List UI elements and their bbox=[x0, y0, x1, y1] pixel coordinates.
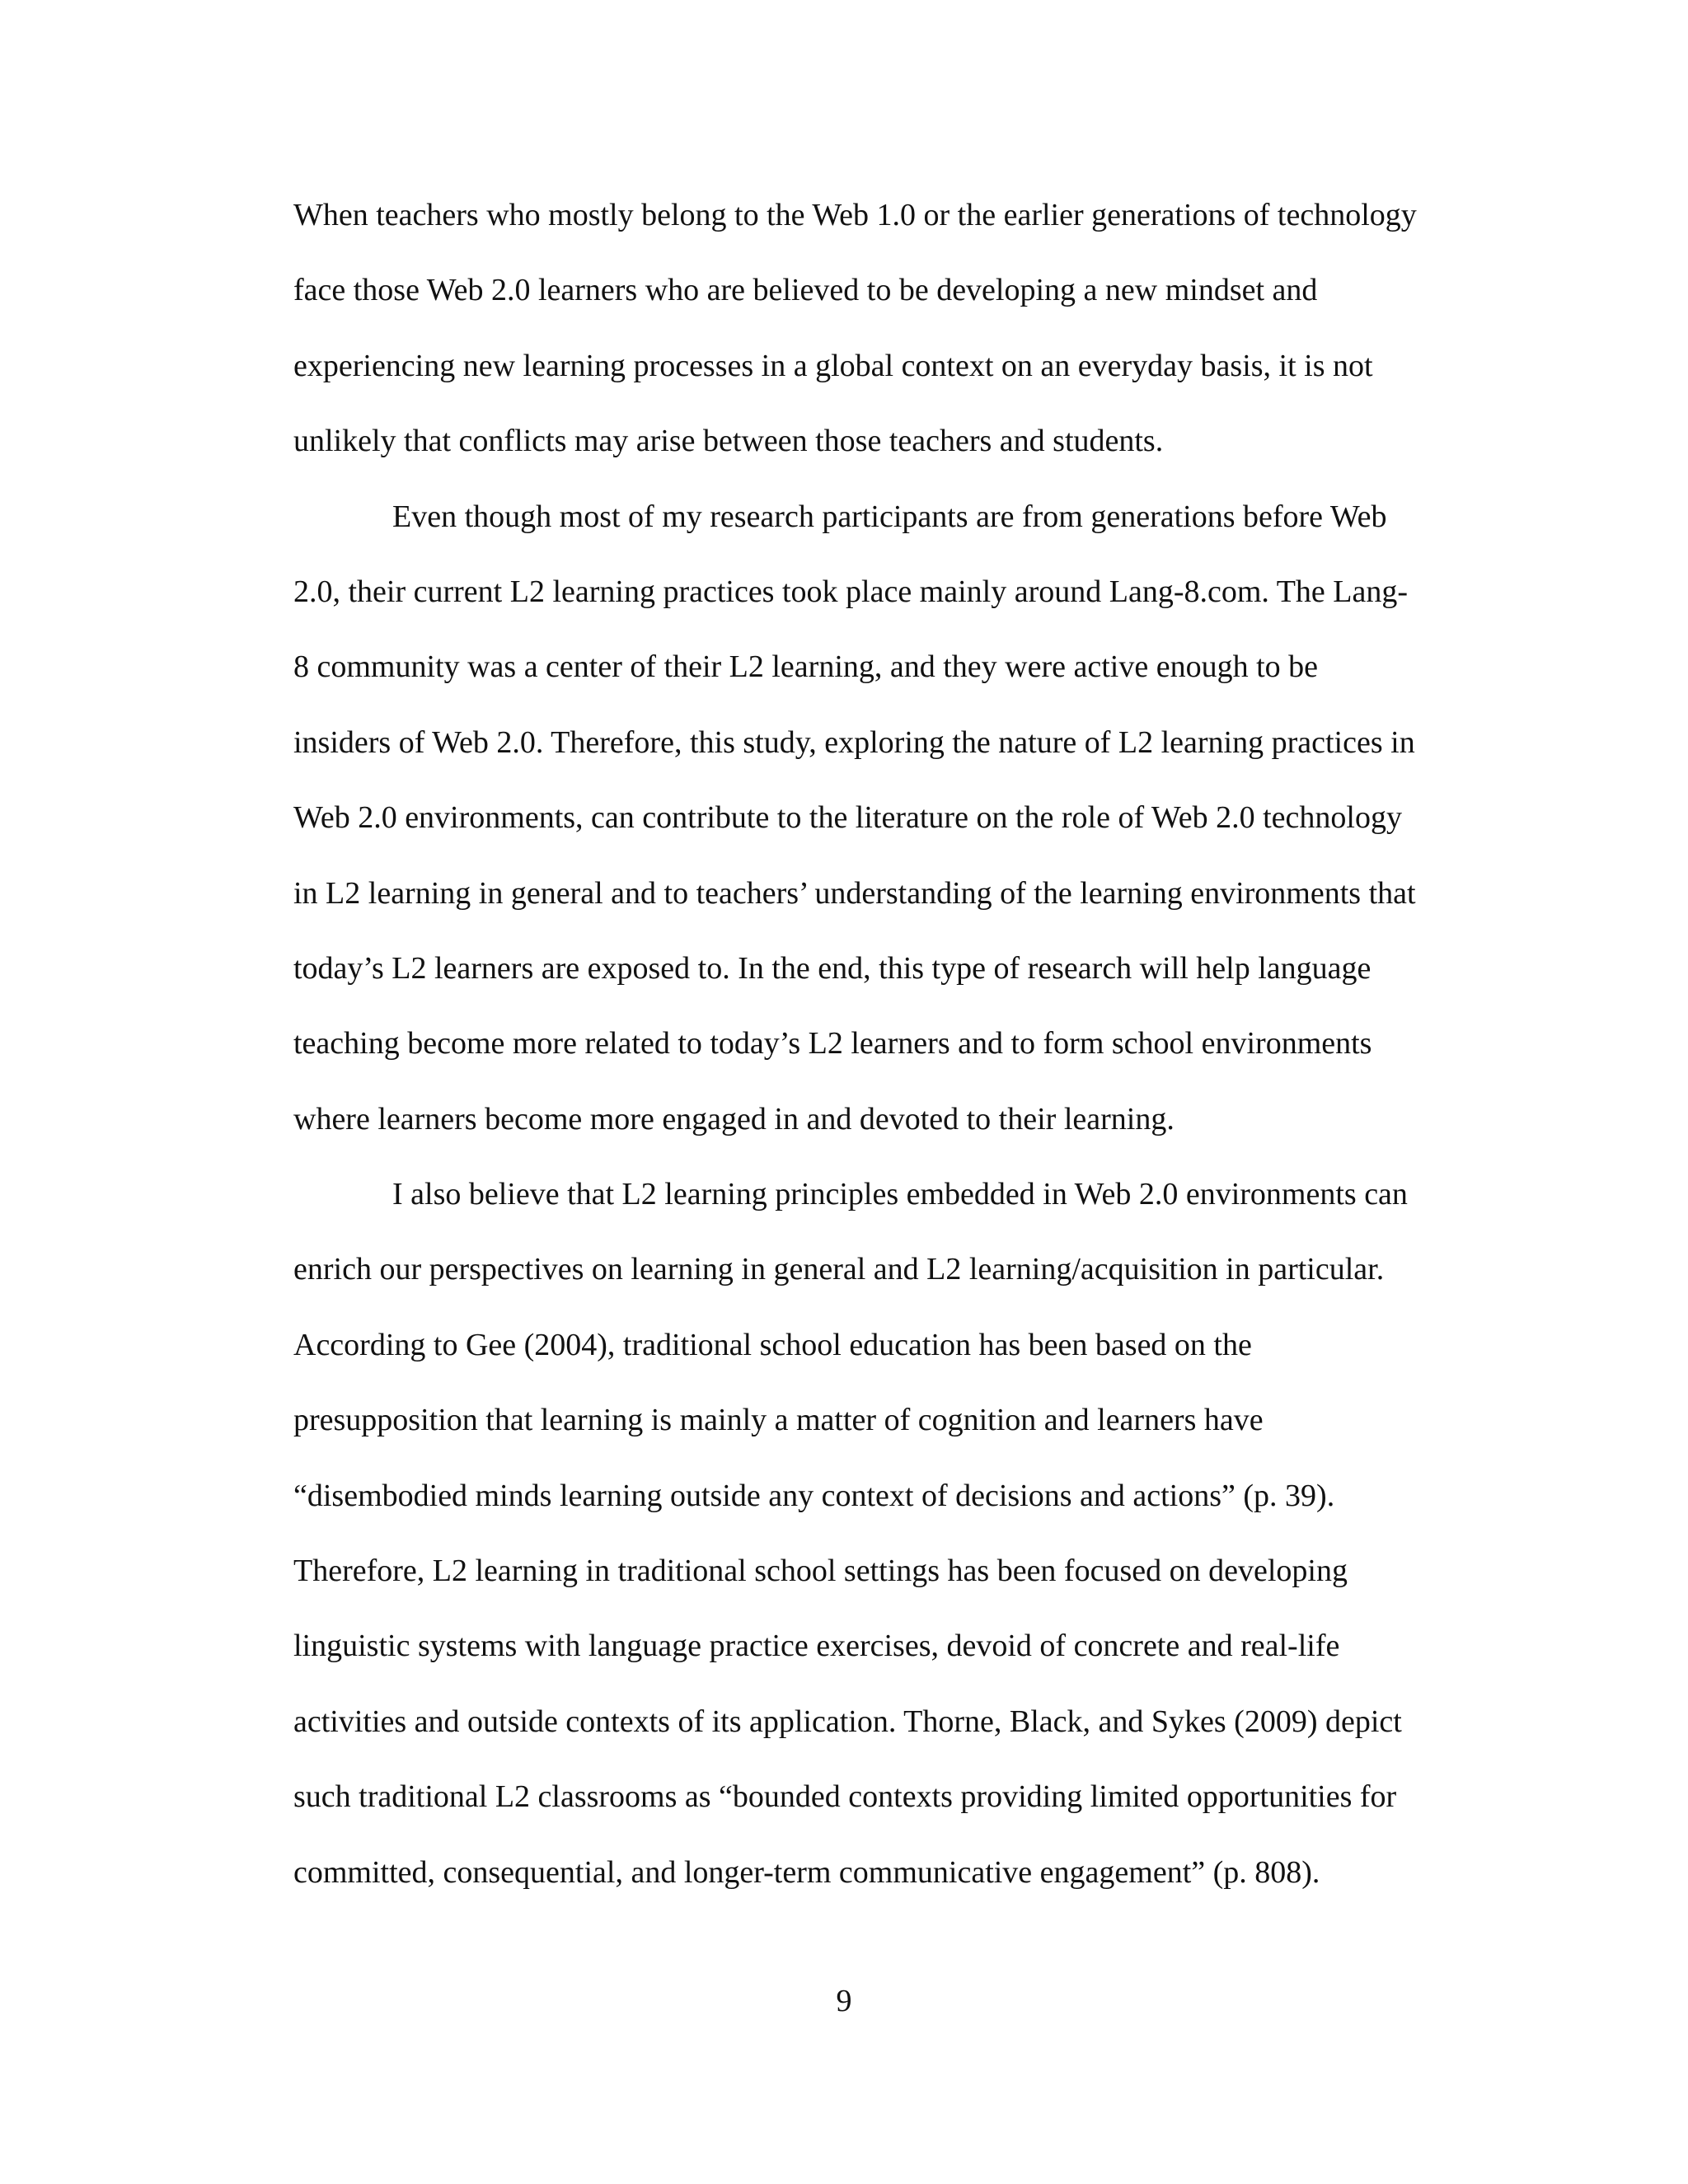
text-line: 2.0, their current L2 learning practices took place mainly around Lang-8.com. The Lang- bbox=[293, 574, 1409, 609]
text-line: “disembodied minds learning outside any context of decisions and actions” (p. 39). bbox=[293, 1478, 1335, 1513]
text-line: Therefore, L2 learning in traditional school settings has been focused on developing bbox=[293, 1554, 1348, 1589]
text-line: 8 community was a center of their L2 learning, and they were active enough to be bbox=[293, 649, 1318, 685]
text-line: linguistic systems with language practice exercises, devoid of concrete and real-life bbox=[293, 1629, 1340, 1664]
text-line: insiders of Web 2.0. Therefore, this study, exploring the nature of L2 learning practices in bbox=[293, 724, 1415, 760]
text-line: such traditional L2 classrooms as “bounded contexts providing limited opportunities for bbox=[293, 1779, 1397, 1815]
text-line: According to Gee (2004), traditional school education has been based on the bbox=[293, 1327, 1252, 1362]
paragraph-start-line: Even though most of my research participants are from generations before Web bbox=[392, 499, 1387, 534]
text-line: presupposition that learning is mainly a matter of cognition and learners have bbox=[293, 1403, 1264, 1438]
body-text bbox=[293, 190, 1480, 1923]
text-line: experiencing new learning processes in a global context on an everyday basis, it is not bbox=[293, 348, 1373, 383]
text-line: face those Web 2.0 learners who are believed to be developing a new mindset and bbox=[293, 273, 1318, 308]
text-line: enrich our perspectives on learning in general and L2 learning/acquisition in particular. bbox=[293, 1252, 1385, 1287]
page-number: 9 bbox=[836, 1984, 852, 2018]
text-line: in L2 learning in general and to teachers’ understanding of the learning environments that bbox=[293, 875, 1416, 911]
text-line: unlikely that conflicts may arise between those teachers and students. bbox=[293, 424, 1164, 459]
paragraph-start-line: I also believe that L2 learning principles embedded in Web 2.0 environments can bbox=[392, 1177, 1408, 1212]
text-line: Web 2.0 environments, can contribute to the literature on the role of Web 2.0 technology bbox=[293, 800, 1402, 836]
text-line: teaching become more related to today’s L2 learners and to form school environments bbox=[293, 1026, 1372, 1062]
text-line: committed, consequential, and longer-term communicative engagement” (p. 808). bbox=[293, 1854, 1320, 1890]
text-line: today’s L2 learners are exposed to. In the end, this type of research will help language bbox=[293, 950, 1372, 986]
text-line: When teachers who mostly belong to the Web 1.0 or the earlier generations of technology bbox=[293, 198, 1417, 232]
text-line: where learners become more engaged in and devoted to their learning. bbox=[293, 1101, 1175, 1137]
text-line: activities and outside contexts of its application. Thorne, Black, and Sykes (2009) depict bbox=[293, 1704, 1402, 1739]
